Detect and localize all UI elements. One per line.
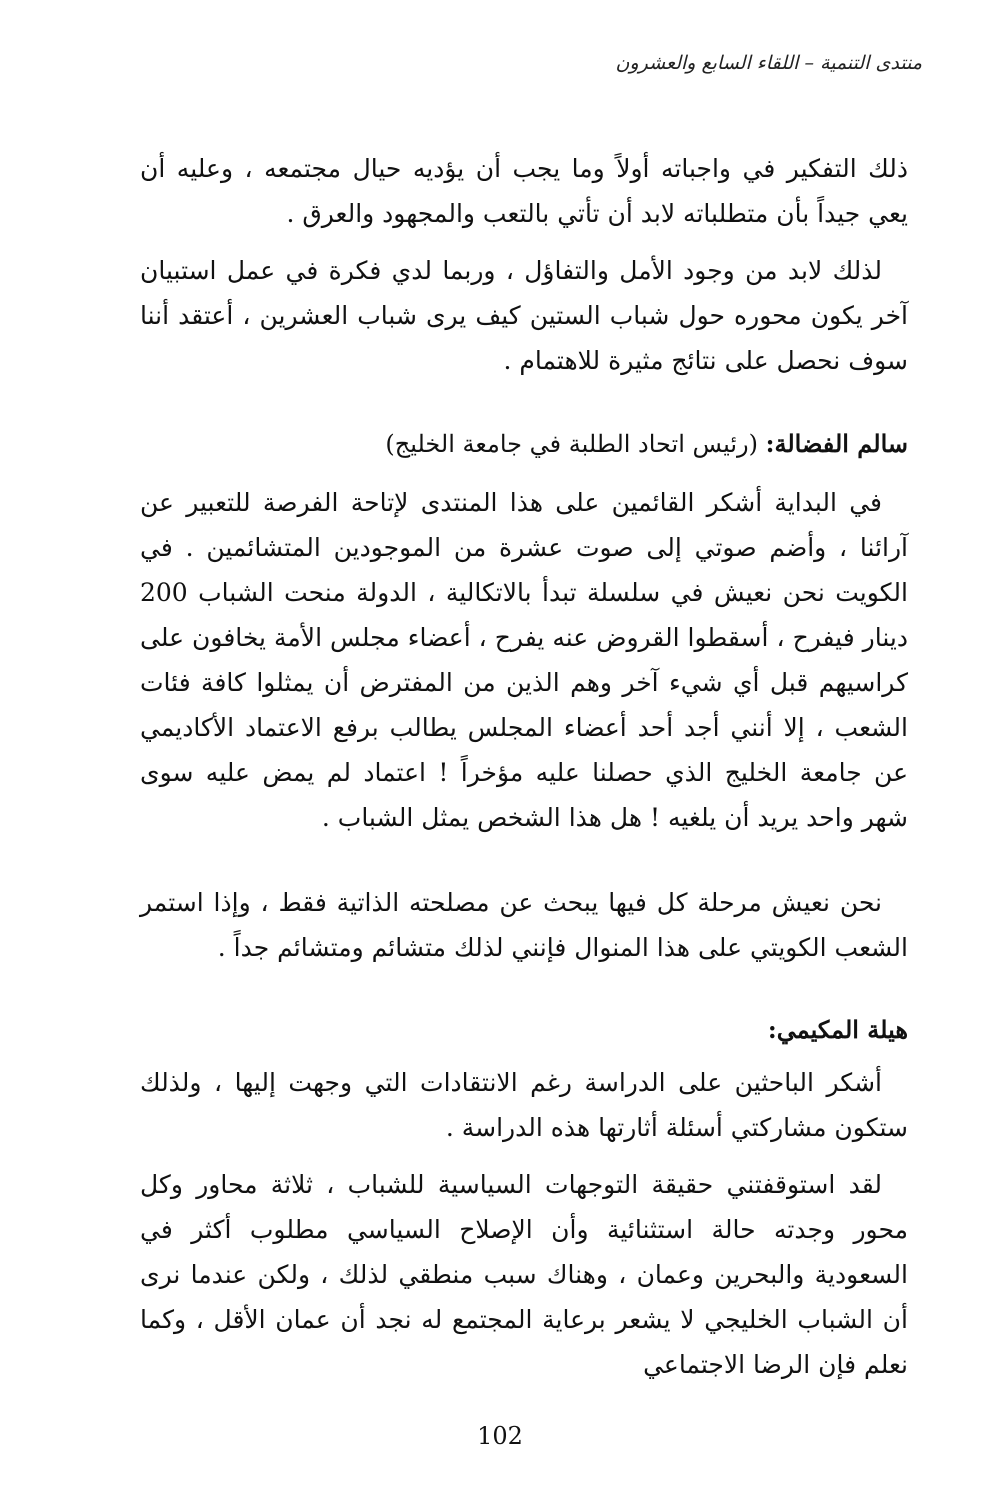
paragraph-5-text: أشكر الباحثين على الدراسة رغم الانتقادات التي وجهت إليها ، ولذلك ستكون مشاركتي أسئلة أثارتها هذه الدراسة . (140, 1068, 908, 1142)
paragraph-3-text: في البداية أشكر القائمين على هذا المنتدى لإتاحة الفرصة للتعبير عن آرائنا ، وأضم صوتي إلى صوت عشرة من الموجودين المتشائمين . في الكويت نحن نعيش في سلسلة تبدأ بالاتكالية ، الدولة منحت الشباب 200 دينار فيفرح ، أسقطوا القروض عنه يفرح ، أعضاء مجلس الأمة يخافون على كراسيهم قبل أي شيء آخر وهم الذين من المفترض أن يمثلوا كافة فئات الشعب ، إلا أنني أجد أحد أعضاء المجلس يطالب برفع الاعتماد الأكاديمي عن جامعة الخليج الذي حصلنا عليه مؤخراً ! اعتماد لم يمض عليه سوى شهر واحد يريد أن يلغيه ! هل هذا الشخص يمثل الشباب . (140, 488, 909, 832)
speaker-1-role: (رئيس اتحاد الطلبة في جامعة الخليج) (385, 430, 758, 458)
speaker-2-name: هيلة المكيمي: (767, 1015, 908, 1044)
speaker-heading-2 (140, 1010, 908, 1050)
paragraph-6 (140, 1162, 908, 1387)
paragraph-4 (140, 880, 908, 970)
running-head: منتدى التنمية – اللقاء السابع والعشرون (615, 52, 922, 74)
paragraph-5 (140, 1060, 908, 1150)
speaker-heading-1 (140, 424, 908, 464)
paragraph-4-text: نحن نعيش مرحلة كل فيها يبحث عن مصلحته الذاتية فقط ، وإذا استمر الشعب الكويتي على هذا المنوال فإنني لذلك متشائم ومتشائم جداً . (140, 888, 908, 962)
page-number: 102 (477, 1422, 523, 1450)
speaker-1-name: سالم الفضالة: (765, 429, 908, 458)
paragraph-6-text: لقد استوقفتني حقيقة التوجهات السياسية للشباب ، ثلاثة محاور وكل محور وجدته حالة استثنائية وأن الإصلاح السياسي مطلوب أكثر في السعودية والبحرين وعمان ، وهناك سبب منطقي لذلك ، ولكن عندما نرى أن الشباب الخليجي لا يشعر برعاية المجتمع له نجد أن عمان الأقل ، وكما نعلم فإن الرضا الاجتماعي (140, 1170, 908, 1379)
paragraph-2-text: لذلك لابد من وجود الأمل والتفاؤل ، وربما لدي فكرة في عمل استبيان آخر يكون محوره حول شباب الستين كيف يرى شباب العشرين ، أعتقد أننا سوف نحصل على نتائج مثيرة للاهتمام . (140, 256, 908, 375)
paragraph-2 (140, 248, 908, 383)
paragraph-3 (140, 480, 908, 840)
paragraph-1-text: ذلك التفكير في واجباته أولاً وما يجب أن يؤديه حيال مجتمعه ، وعليه أن يعي جيداً بأن متطلباته لابد أن تأتي بالتعب والمجهود والعرق . (140, 154, 908, 228)
paragraph-1 (140, 146, 908, 236)
